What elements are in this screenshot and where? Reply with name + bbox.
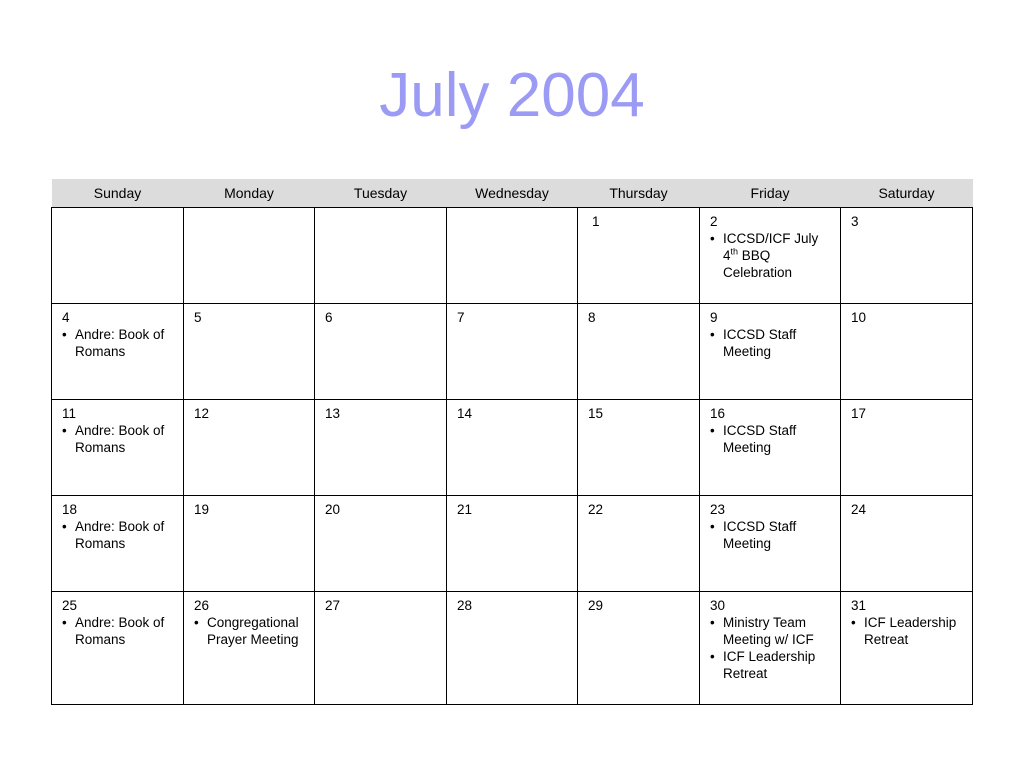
calendar-week-row bbox=[52, 592, 973, 705]
day-cell-29 bbox=[578, 592, 700, 705]
day-cell-15 bbox=[578, 400, 700, 496]
day-number: 14 bbox=[457, 406, 473, 421]
day-cell-18 bbox=[52, 496, 184, 592]
calendar-week-row bbox=[52, 208, 973, 304]
day-number: 23 bbox=[710, 502, 726, 517]
day-number: 17 bbox=[851, 406, 867, 421]
weekday-header-friday: Friday bbox=[700, 179, 841, 208]
day-number: 18 bbox=[62, 502, 78, 517]
weekday-header-tuesday: Tuesday bbox=[315, 179, 447, 208]
weekday-header-thursday: Thursday bbox=[578, 179, 700, 208]
day-number: 6 bbox=[325, 310, 333, 325]
calendar-body bbox=[52, 208, 973, 705]
weekday-header-sunday: Sunday bbox=[52, 179, 184, 208]
day-cell-26 bbox=[184, 592, 315, 705]
event-list bbox=[62, 422, 177, 456]
event-item: • Congregational Prayer Meeting bbox=[194, 614, 308, 648]
day-number: 5 bbox=[194, 310, 202, 325]
day-number: 2 bbox=[710, 214, 718, 229]
day-number: 8 bbox=[588, 310, 596, 325]
day-cell-11 bbox=[52, 400, 184, 496]
day-cell-10 bbox=[841, 304, 973, 400]
event-list bbox=[710, 518, 834, 552]
calendar-grid bbox=[51, 179, 973, 705]
calendar-week-row bbox=[52, 304, 973, 400]
event-item: • Andre: Book of Romans bbox=[62, 518, 177, 552]
event-list bbox=[710, 614, 834, 682]
event-item: • ICF Leadership Retreat bbox=[710, 648, 834, 682]
event-list bbox=[710, 326, 834, 360]
day-number: 9 bbox=[710, 310, 718, 325]
day-number: 20 bbox=[325, 502, 341, 517]
event-list bbox=[62, 518, 177, 552]
day-cell-8 bbox=[578, 304, 700, 400]
day-number: 13 bbox=[325, 406, 341, 421]
day-cell-3 bbox=[841, 208, 973, 304]
day-cell-28 bbox=[447, 592, 578, 705]
day-cell-4 bbox=[52, 304, 184, 400]
day-number: 29 bbox=[588, 598, 604, 613]
day-cell-12 bbox=[184, 400, 315, 496]
day-cell-21 bbox=[447, 496, 578, 592]
event-list bbox=[62, 326, 177, 360]
event-item: • ICF Leadership Retreat bbox=[851, 614, 966, 648]
day-cell-22 bbox=[578, 496, 700, 592]
calendar-week-row bbox=[52, 400, 973, 496]
page-title: July 2004 bbox=[379, 61, 645, 130]
day-cell-5 bbox=[184, 304, 315, 400]
event-item: • Ministry Team Meeting w/ ICF bbox=[710, 614, 834, 648]
day-number: 16 bbox=[710, 406, 726, 421]
day-number: 24 bbox=[851, 502, 867, 517]
day-cell-25 bbox=[52, 592, 184, 705]
event-item: • Andre: Book of Romans bbox=[62, 326, 177, 360]
day-cell-23 bbox=[700, 496, 841, 592]
day-cell-30 bbox=[700, 592, 841, 705]
empty-day-cell bbox=[52, 208, 184, 304]
event-list bbox=[194, 614, 308, 648]
weekday-header-wednesday: Wednesday bbox=[447, 179, 578, 208]
day-cell-17 bbox=[841, 400, 973, 496]
day-cell-1 bbox=[578, 208, 700, 304]
day-cell-13 bbox=[315, 400, 447, 496]
day-number: 28 bbox=[457, 598, 473, 613]
day-number: 11 bbox=[62, 406, 77, 421]
day-number: 27 bbox=[325, 598, 341, 613]
weekday-header-row bbox=[52, 179, 973, 208]
weekday-header-saturday: Saturday bbox=[841, 179, 973, 208]
calendar-week-row bbox=[52, 496, 973, 592]
day-cell-27 bbox=[315, 592, 447, 705]
day-cell-7 bbox=[447, 304, 578, 400]
day-number: 3 bbox=[851, 214, 859, 229]
event-item: • ICCSD Staff Meeting bbox=[710, 326, 834, 360]
event-list bbox=[851, 614, 966, 648]
day-cell-6 bbox=[315, 304, 447, 400]
day-cell-2 bbox=[700, 208, 841, 304]
weekday-header-monday: Monday bbox=[184, 179, 315, 208]
empty-day-cell bbox=[447, 208, 578, 304]
day-number: 7 bbox=[457, 310, 465, 325]
day-cell-14 bbox=[447, 400, 578, 496]
day-number: 10 bbox=[851, 310, 867, 325]
day-cell-19 bbox=[184, 496, 315, 592]
day-cell-16 bbox=[700, 400, 841, 496]
day-number: 31 bbox=[851, 598, 867, 613]
day-number: 21 bbox=[457, 502, 473, 517]
day-number: 30 bbox=[710, 598, 726, 613]
event-item: • Andre: Book of Romans bbox=[62, 422, 177, 456]
event-list bbox=[710, 422, 834, 456]
day-cell-9 bbox=[700, 304, 841, 400]
day-number: 22 bbox=[588, 502, 604, 517]
event-list bbox=[710, 230, 834, 281]
event-item: • ICCSD Staff Meeting bbox=[710, 422, 834, 456]
day-cell-20 bbox=[315, 496, 447, 592]
day-number: 25 bbox=[62, 598, 78, 613]
empty-day-cell bbox=[315, 208, 447, 304]
day-number: 4 bbox=[62, 310, 70, 325]
event-item: • Andre: Book of Romans bbox=[62, 614, 177, 648]
day-number: 15 bbox=[588, 406, 604, 421]
day-number: 19 bbox=[194, 502, 210, 517]
day-cell-31 bbox=[841, 592, 973, 705]
day-number: 26 bbox=[194, 598, 210, 613]
day-number: 12 bbox=[194, 406, 210, 421]
day-number: 1 bbox=[592, 214, 600, 229]
event-list bbox=[62, 614, 177, 648]
event-item: • ICCSD Staff Meeting bbox=[710, 518, 834, 552]
event-item: • ICCSD/ICF July 4th BBQ Celebration bbox=[710, 230, 834, 281]
day-cell-24 bbox=[841, 496, 973, 592]
empty-day-cell bbox=[184, 208, 315, 304]
